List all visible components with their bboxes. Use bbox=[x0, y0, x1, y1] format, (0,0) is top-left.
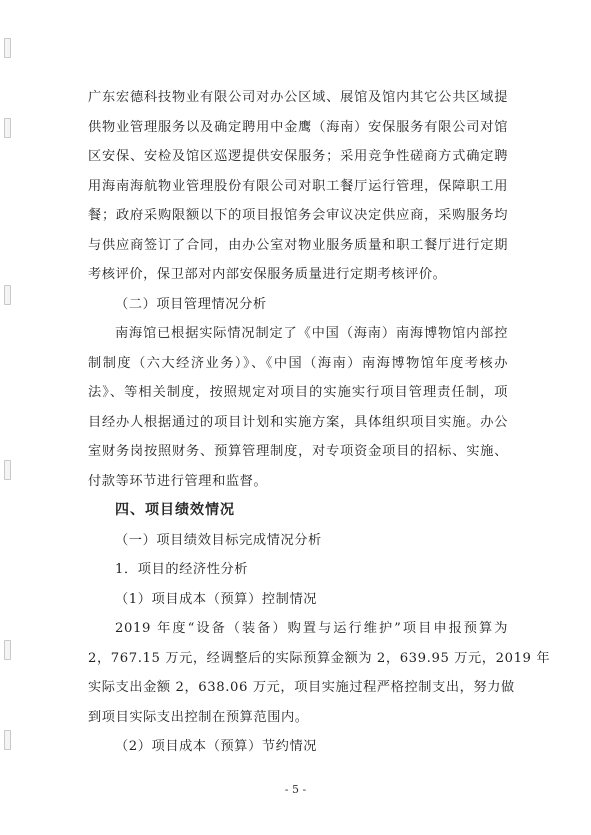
paragraph-line: 法》、等相关制度，按照规定对项目的实施实行项目管理责任制，项 bbox=[88, 385, 508, 400]
paragraph-line: 2，767.15 万元，经调整后的实际预算金额为 2，639.95 万元，2019 年 bbox=[88, 650, 551, 666]
item-heading: （1）项目成本（预算）控制情况 bbox=[115, 591, 318, 607]
body-text bbox=[88, 83, 551, 762]
binding-hole-mark bbox=[4, 38, 11, 58]
item-heading: （2）项目成本（预算）节约情况 bbox=[115, 739, 318, 754]
paragraph-line: 用海南海航物业管理股份有限公司对职工餐厅运行管理，保障职工用 bbox=[88, 178, 508, 194]
binding-hole-mark bbox=[4, 285, 11, 305]
paragraph-line: 广东宏德科技物业有限公司对办公区域、展馆及馆内其它公共区域提 bbox=[88, 90, 508, 105]
binding-hole-mark bbox=[4, 640, 11, 660]
paragraph-line: 制制度（六大经济业务）》、《中国（海南）南海博物馆年度考核办 bbox=[88, 355, 508, 371]
binding-hole-mark bbox=[4, 730, 11, 750]
paragraph-line: 与供应商签订了合同，由办公室对物业服务质量和职工餐厅进行定期 bbox=[88, 237, 508, 253]
page-number: - 5 - bbox=[284, 783, 307, 796]
paragraph-line: 目经办人根据通过的项目计划和实施方案，具体组织项目实施。办公 bbox=[88, 414, 508, 430]
paragraph-line: 考核评价，保卫部对内部安保服务质量进行定期考核评价。 bbox=[88, 267, 447, 282]
paragraph-line: 实际支出金额 2，638.06 万元，项目实施过程严格控制支出，努力做 bbox=[88, 680, 515, 695]
paragraph-line: 区安保、安检及馆区巡逻提供安保服务；采用竞争性磋商方式确定聘 bbox=[88, 149, 508, 164]
chapter-heading: 四、项目绩效情况 bbox=[115, 502, 235, 518]
paragraph-line: 付款等环节进行管理和监督。 bbox=[88, 473, 268, 489]
paragraph-line: 餐；政府采购限额以下的项目报馆务会审议决定供应商，采购服务均 bbox=[88, 208, 508, 223]
section-heading: （二）项目管理情况分析 bbox=[115, 296, 267, 312]
paragraph-line: 供物业管理服务以及确定聘用中金鹰（海南）安保服务有限公司对馆 bbox=[88, 119, 508, 135]
paragraph-line: 2019 年度“设备（装备）购置与运行维护”项目申报预算为 bbox=[115, 621, 508, 636]
section-heading: （一）项目绩效目标完成情况分析 bbox=[115, 532, 322, 548]
binding-hole-mark bbox=[4, 460, 11, 480]
paragraph-line: 室财务岗按照财务、预算管理制度，对专项资金项目的招标、实施、 bbox=[88, 444, 508, 459]
paragraph-line: 南海馆已根据实际情况制定了《中国（海南）南海博物馆内部控 bbox=[115, 326, 508, 341]
binding-hole-mark bbox=[4, 118, 11, 138]
subsection-heading: 1．项目的经济性分析 bbox=[115, 562, 249, 577]
paragraph-line: 到项目实际支出控制在预算范围内。 bbox=[88, 709, 309, 725]
